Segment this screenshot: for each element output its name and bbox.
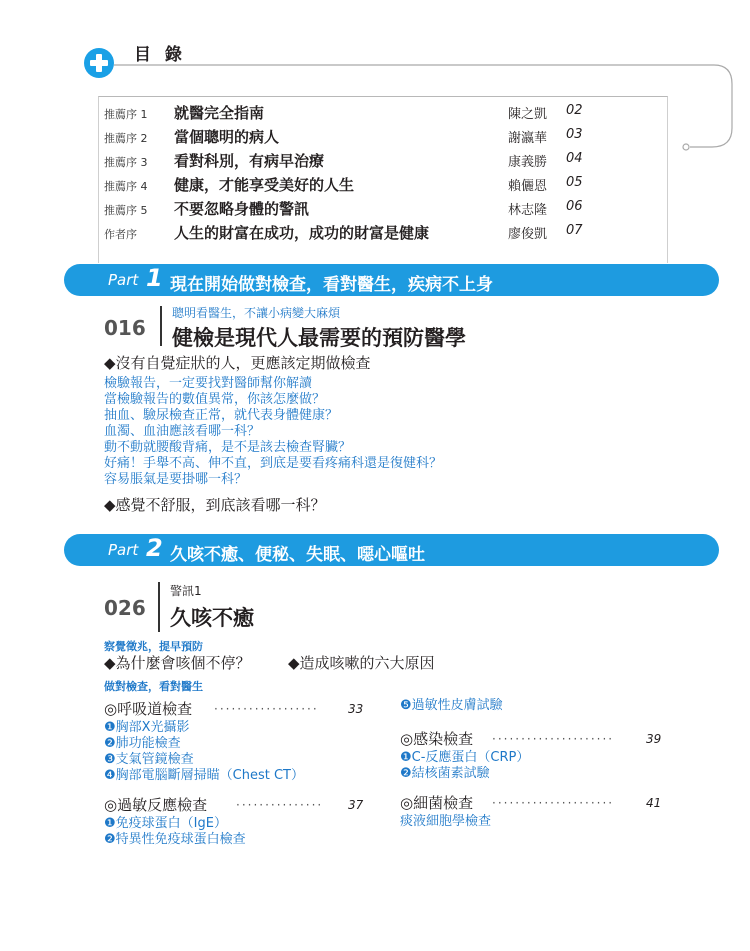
list-item[interactable]: 當檢驗報告的數值異常，你該怎麼做？ [104, 392, 326, 407]
chapter-title[interactable]: 久咳不癒 [170, 606, 254, 630]
preface-label: 推薦序 4 [104, 180, 148, 193]
preface-title: 不要忽略身體的警訊 [174, 200, 310, 218]
chapter-page: 026 [104, 596, 146, 620]
preface-author: 廖俊凱 [508, 227, 548, 242]
preface-title: 當個聰明的病人 [174, 128, 280, 146]
part-title: 現在開始做對檢查，看對醫生，疾病不上身 [170, 275, 493, 295]
preface-author: 陳之凱 [508, 107, 548, 122]
section-heading[interactable]: ◆感覺不舒服，到底該看哪一科？ [104, 496, 326, 514]
exam-item[interactable]: 痰液細胞學檢查 [400, 814, 492, 829]
exam-item[interactable]: ❺過敏性皮膚試驗 [400, 698, 503, 713]
part-word: Part [108, 541, 139, 559]
page-number: 39 [646, 732, 662, 746]
preface-author: 賴儷恩 [508, 179, 548, 194]
exam-heading[interactable]: ◎感染檢查 [400, 730, 474, 748]
preface-page: 06 [566, 199, 583, 214]
preface-row[interactable] [104, 102, 664, 126]
preface-label: 推薦序 2 [104, 132, 148, 145]
preface-author: 康義勝 [508, 155, 548, 170]
question-link[interactable]: ◆為什麼會咳個不停？ [104, 654, 251, 672]
preface-row[interactable] [104, 222, 664, 246]
preface-author: 林志隆 [508, 203, 548, 218]
preface-page: 02 [566, 103, 583, 118]
tag-label: 做對檢查，看對醫生 [104, 680, 203, 693]
exam-item[interactable]: ❶C-反應蛋白（CRP） [400, 750, 530, 765]
list-item[interactable]: 血濁、血油應該看哪一科？ [104, 424, 261, 439]
chapter-subtitle: 聰明看醫生，不讓小病變大麻煩 [172, 306, 341, 320]
leader-dots: ·················· [214, 702, 319, 716]
list-item[interactable]: 動不動就腰酸背痛，是不是該去檢查腎臟？ [104, 440, 352, 455]
list-item[interactable]: 容易脹氣是要掛哪一科？ [104, 472, 248, 487]
chapter-title[interactable]: 健檢是現代人最需要的預防醫學 [172, 326, 466, 350]
preface-page: 07 [566, 223, 583, 238]
preface-title: 就醫完全指南 [174, 104, 265, 122]
chapter-rule [158, 582, 160, 632]
exam-heading[interactable]: ◎過敏反應檢查 [104, 796, 208, 814]
exam-item[interactable]: ❹胸部電腦斷層掃瞄（Chest CT） [104, 768, 304, 783]
preface-title: 健康，才能享受美好的人生 [174, 176, 355, 194]
preface-row[interactable] [104, 150, 664, 174]
exam-item[interactable]: ❷特異性免疫球蛋白檢查 [104, 832, 246, 847]
toc-title: 目 錄 [134, 45, 186, 65]
exam-heading[interactable]: ◎呼吸道檢查 [104, 700, 193, 718]
list-item[interactable]: 好痛！手舉不高、伸不直，到底是要看疼痛科還是復健科？ [104, 456, 443, 471]
preface-page: 03 [566, 127, 583, 142]
chapter-rule [160, 306, 162, 346]
chapter-subtitle: 警訊1 [170, 584, 202, 598]
page-number: 37 [348, 798, 364, 812]
chapter-page: 016 [104, 316, 146, 340]
page-number: 41 [646, 796, 662, 810]
preface-author: 謝瀛華 [508, 131, 548, 146]
preface-label: 作者序 [104, 228, 137, 241]
exam-item[interactable]: ❶免疫球蛋白（IgE） [104, 816, 227, 831]
exam-item[interactable]: ❷肺功能檢查 [104, 736, 181, 751]
section-heading[interactable]: ◆沒有自覺症狀的人，更應該定期做檢查 [104, 354, 371, 372]
preface-row[interactable] [104, 126, 664, 150]
exam-item[interactable]: ❸支氣管鏡檢查 [104, 752, 194, 767]
part1-banner[interactable] [64, 264, 719, 296]
preface-label: 推薦序 1 [104, 108, 148, 121]
exam-item[interactable]: ❷結核菌素試驗 [400, 766, 490, 781]
preface-page: 04 [566, 151, 583, 166]
leader-dots: ··············· [236, 798, 324, 812]
exam-item[interactable]: ❶胸部X光攝影 [104, 720, 190, 735]
list-item[interactable]: 抽血、驗尿檢查正常，就代表身體健康？ [104, 408, 339, 423]
part-title: 久咳不癒、便秘、失眠、噁心嘔吐 [170, 545, 425, 565]
question-link[interactable]: ◆造成咳嗽的六大原因 [288, 654, 435, 672]
preface-title: 看對科別，有病早治療 [174, 152, 325, 170]
leader-dots: ····················· [492, 732, 615, 746]
preface-row[interactable] [104, 174, 664, 198]
tag-label: 察覺徵兆，提早預防 [104, 640, 203, 653]
part2-banner[interactable] [64, 534, 719, 566]
page-number: 33 [348, 702, 364, 716]
preface-label: 推薦序 3 [104, 156, 148, 169]
preface-page: 05 [566, 175, 583, 190]
part-number: 2 [146, 534, 163, 562]
leader-dots: ····················· [492, 796, 615, 810]
preface-label: 推薦序 5 [104, 204, 148, 217]
part-number: 1 [146, 264, 163, 292]
part-word: Part [108, 271, 139, 289]
exam-heading[interactable]: ◎細菌檢查 [400, 794, 474, 812]
preface-title: 人生的財富在成功，成功的財富是健康 [174, 224, 430, 242]
preface-row[interactable] [104, 198, 664, 222]
list-item[interactable]: 檢驗報告，一定要找對醫師幫你解讀 [104, 376, 313, 391]
